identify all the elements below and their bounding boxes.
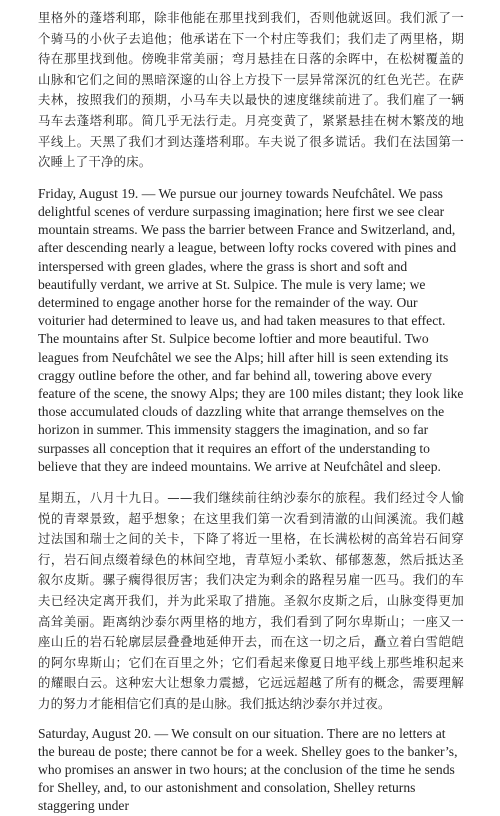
paragraph-english-august-19: Friday, August 19. — We pursue our journey towards Neufchâtel. We pass delightful scenes of verdure surpassing imagination; here first we see clear mountain streams. We pass the barrier between France and Switzerland, and, after descending nearly a league, between lofty rocks covered with pines and interspersed with green glades, where the grass is short and soft and beautifully verdant, we arrive at St. Sulpice. The mule is very lame; we determined to engage another horse for the remainder of the way. Our voiturier had determined to leave us, and had taken measures to that effect. The mountains after St. Sulpice become loftier and more beautiful. Two leagues from Neufchâtel we see the Alps; hill after hill is seen extending its craggy outline before the other, and far behind all, towering above every feature of the scene, the snowy Alps; they are 100 miles distant; they look like those accumulated clouds of dazzling white that arrange themselves on the horizon in summer. This immensity staggers the imagination, and so far surpasses all conception that it requires an effort of the understanding to believe that they are indeed mountains. We arrive at Neufchâtel and sleep. (38, 185, 464, 474)
paragraph-chinese-1: 里格外的蓬塔利耶，除非他能在那里找到我们，否则他就返回。我们派了一个骑马的小伙子去追他；他承诺在下一个村庄等我们；我们走了两里格，期待在那里找到他。傍晚非常美丽；弯月悬挂在日落的余晖中，在松树覆盖的山脉和它们之间的黑暗深邃的山谷上方投下一层异常深沉的红色光芒。在萨夫林，按照我们的预期，小马车夫以最快的速度继续前进了。我们雇了一辆马车去蓬塔利耶。简几乎无法行走。月亮变黄了，紧紧悬挂在树木繁茂的地平线上。天黑了我们才到达蓬塔利耶。车夫说了很多谎话。我们在法国第一次睡上了干净的床。 (38, 10, 464, 170)
paragraph-english-august-20: Saturday, August 20. — We consult on our situation. There are no letters at the bureau de poste; there cannot be for a week. Shelley goes to the banker’s, who promises an answer in two hours; at the conclusion of the time he sends for Shelley, and, to our astonishment and consolation, Shelley returns staggering under (38, 725, 458, 814)
paragraph-chinese-august-19: 星期五，八月十九日。——我们继续前往纳沙泰尔的旅程。我们经过令人愉悦的青翠景致，超乎想象；在这里我们第一次看到清澈的山间溪流。我们越过法国和瑞士之间的关卡，下降了将近一里格，在长满松树的高耸岩石间穿行，岩石间点缀着绿色的林间空地，青草短小柔软、郁郁葱葱，然后抵达圣叙尔皮斯。骡子瘸得很厉害；我们决定为剩余的路程另雇一匹马。我们的车夫已经决定离开我们，并为此采取了措施。圣叙尔皮斯之后，山脉变得更加高耸美丽。距离纳沙泰尔两里格的地方，我们看到了阿尔卑斯山；一座又一座山丘的岩石轮廓层层叠叠地延伸开去，而在这一切之后，矗立着白雪皑皑的阿尔卑斯山；它们在百里之外；它们看起来像夏日地平线上那些堆积起来的耀眼白云。这种宏大让想象力震撼，它远远超越了所有的概念，需要理解力的努力才能相信它们真的是山脉。我们抵达纳沙泰尔并过夜。 (38, 490, 464, 711)
